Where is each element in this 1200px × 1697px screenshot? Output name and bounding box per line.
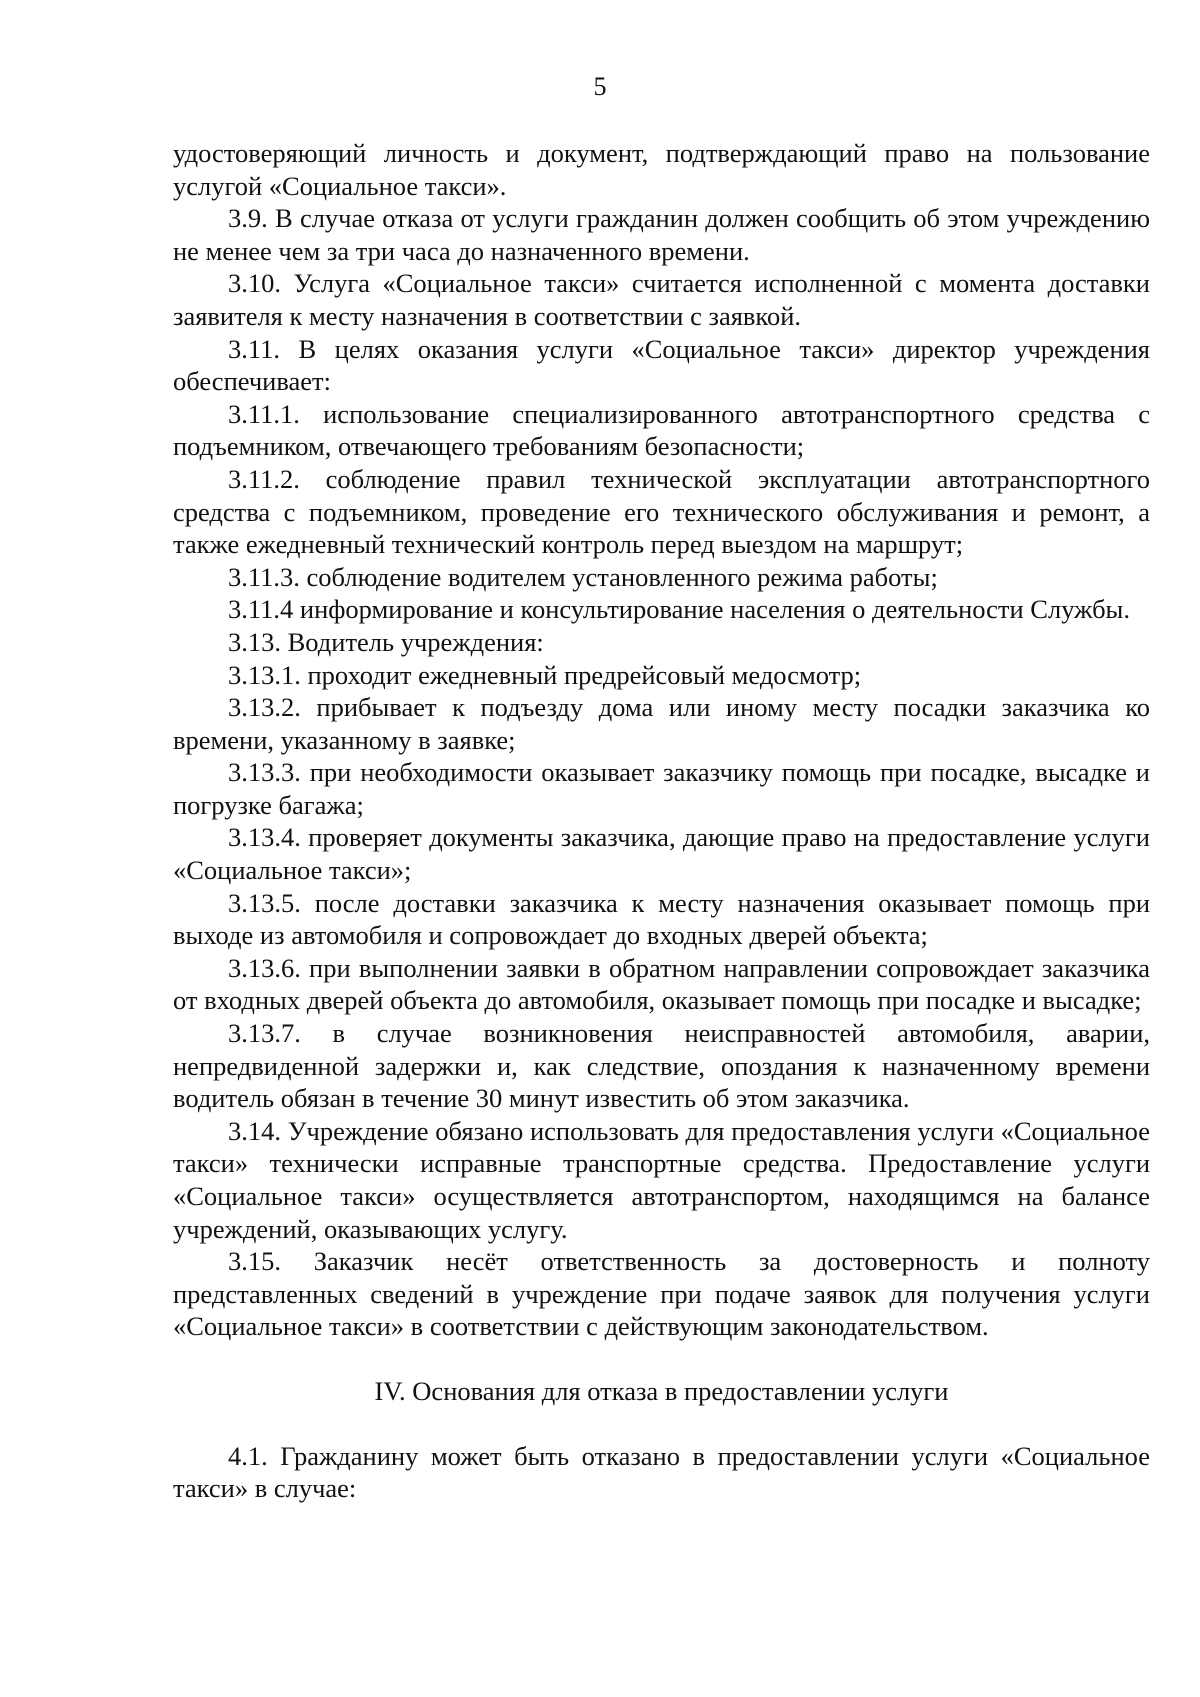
paragraph-3-11: 3.11. В целях оказания услуги «Социальное такси» директор учреждения обеспечивает:	[173, 333, 1150, 397]
paragraph-3-11-1: 3.11.1. использование специализированного автотранспортного средства с подъемником, отвечающего требованиям безопасности;	[173, 398, 1150, 462]
paragraph-3-13-2: 3.13.2. прибывает к подъезду дома или иному месту посадки заказчика ко времени, указанному в заявке;	[173, 692, 1150, 755]
paragraph-3-11-3: 3.11.3. соблюдение водителем установленного режима работы;	[228, 561, 938, 592]
paragraph-continuation: удостоверяющий личность и документ, подтверждающий право на пользование услугой «Социальное такси».	[173, 138, 1150, 201]
paragraph-3-11-4: 3.11.4 информирование и консультирование населения о деятельности Службы.	[228, 594, 1130, 625]
document-body	[173, 137, 1150, 1505]
paragraph-3-14: 3.14. Учреждение обязано использовать для предоставления услуги «Социальное такси» технически исправные транспортные средства. Предоставление услуги «Социальное такси» осуществляется автотранспортом, находящимся на балансе учреждений, оказывающих услугу.	[173, 1115, 1150, 1244]
paragraph-3-13: 3.13. Водитель учреждения:	[228, 626, 544, 657]
paragraph-3-13-6: 3.13.6. при выполнении заявки в обратном направлении сопровождает заказчика от входных дверей объекта до автомобиля, оказывает помощь при посадке и высадке;	[173, 952, 1150, 1016]
paragraph-3-10: 3.10. Услуга «Социальное такси» считается исполненной с момента доставки заявителя к месту назначения в соответствии с заявкой.	[173, 268, 1150, 331]
paragraph-3-13-7: 3.13.7. в случае возникновения неисправностей автомобиля, аварии, непредвиденной задержки и, как следствие, опоздания к назначенному времени водитель обязан в течение 30 минут известить об этом заказчика.	[173, 1018, 1150, 1114]
paragraph-3-13-3: 3.13.3. при необходимости оказывает заказчику помощь при посадке, высадке и погрузке багажа;	[173, 757, 1150, 820]
paragraph-3-13-5: 3.13.5. после доставки заказчика к месту назначения оказывает помощь при выходе из автомобиля и сопровождает до входных дверей объекта;	[173, 887, 1150, 951]
paragraph-4-1: 4.1. Гражданину может быть отказано в предоставлении услуги «Социальное такси» в случае:	[173, 1440, 1150, 1504]
paragraph-3-13-1: 3.13.1. проходит ежедневный предрейсовый медосмотр;	[228, 659, 862, 690]
paragraph-3-11-2: 3.11.2. соблюдение правил технической эксплуатации автотранспортного средства с подъемником, проведение его технического обслуживания и ремонт, а также ежедневный технический контроль перед выездом на маршрут;	[173, 463, 1150, 560]
page-number: 5	[593, 72, 607, 101]
section-heading: IV. Основания для отказа в предоставлении услуги	[374, 1375, 949, 1406]
paragraph-3-15: 3.15. Заказчик несёт ответственность за достоверность и полноту представленных сведений в учреждение при подаче заявок для получения услуги «Социальное такси» в соответствии с действующим законодательством.	[173, 1246, 1150, 1342]
paragraph-3-9: 3.9. В случае отказа от услуги гражданин должен сообщить об этом учреждению не менее чем за три часа до назначенного времени.	[173, 203, 1150, 266]
paragraph-3-13-4: 3.13.4. проверяет документы заказчика, дающие право на предоставление услуги «Социальное такси»;	[173, 822, 1150, 886]
